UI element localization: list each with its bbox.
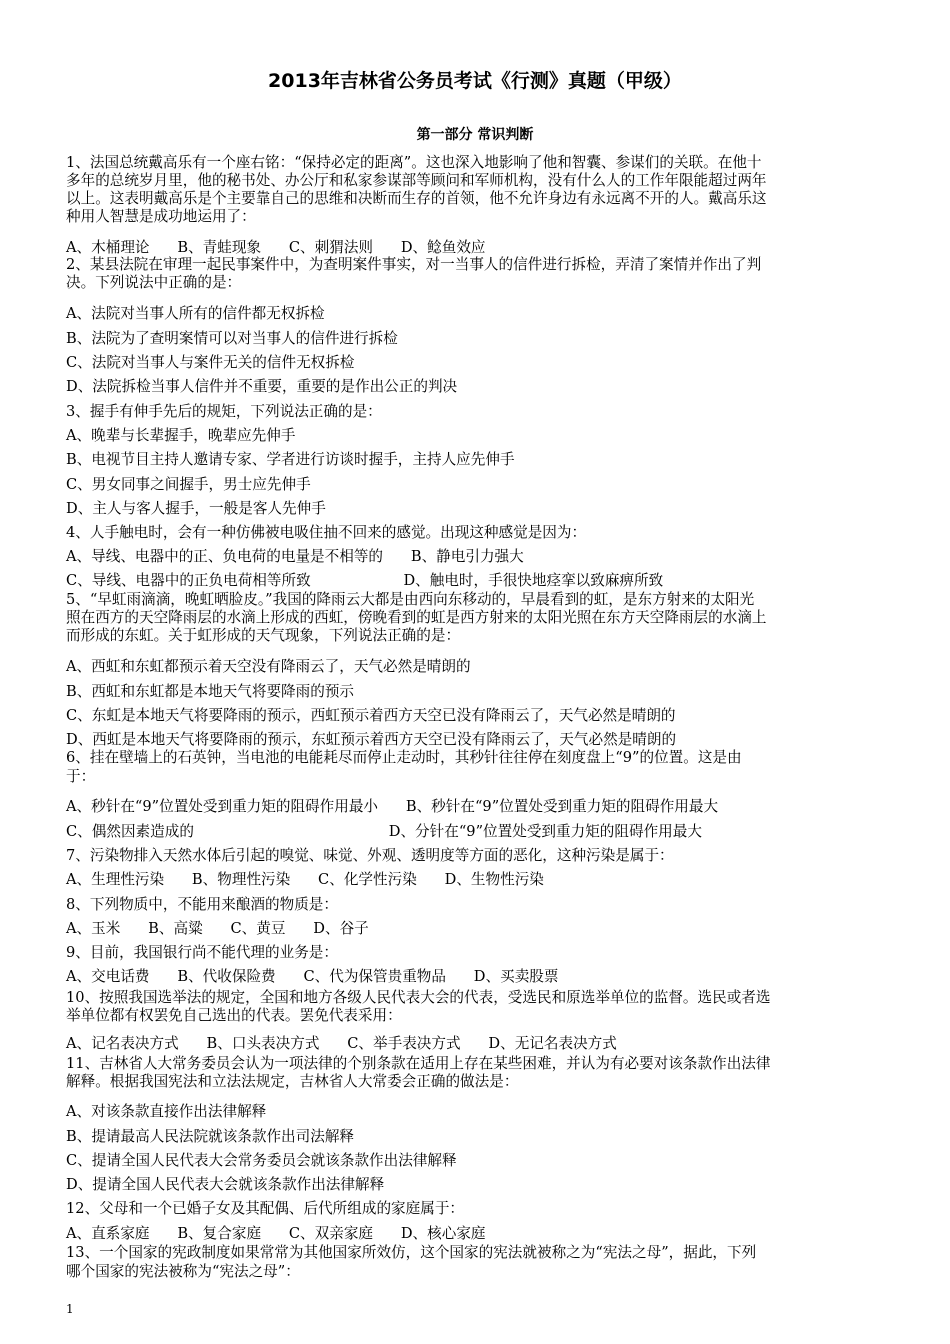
text-line: 4、人手触电时，会有一种仿佛被电吸住抽不回来的感觉。出现这种感觉是因为： xyxy=(66,524,587,541)
text-line: A、交电话费 B、代收保险费 C、代为保管贵重物品 D、买卖股票 xyxy=(66,968,559,985)
text-line: A、玉米 B、高粱 C、黄豆 D、谷子 xyxy=(66,920,369,937)
text-line: A、导线、电器中的正、负电荷的电量是不相等的 B、静电引力强大 xyxy=(66,548,524,565)
text-line: 种用人智慧是成功地运用了： xyxy=(66,208,256,225)
section-heading: 第一部分 常识判断 xyxy=(416,127,534,143)
text-line: A、直系家庭 B、复合家庭 C、双亲家庭 D、核心家庭 xyxy=(66,1225,486,1242)
text-line: C、提请全国人民代表大会常务委员会就该条款作出法律解释 xyxy=(66,1152,457,1169)
text-line: 7、污染物排入天然水体后引起的嗅觉、味觉、外观、透明度等方面的恶化，这种污染是属于： xyxy=(66,847,674,864)
text-line: C、法院对当事人与案件无关的信件无权拆检 xyxy=(66,354,355,371)
text-line: 5、“早虹雨滴滴，晚虹晒脸皮。”我国的降雨云大都是由西向东移动的，早晨看到的虹，是东方射来的太阳光 xyxy=(66,591,755,608)
text-line: A、生理性污染 B、物理性污染 C、化学性污染 D、生物性污染 xyxy=(66,871,544,888)
text-line: 于： xyxy=(66,768,96,785)
page-number: 1 xyxy=(66,1302,74,1316)
text-line: C、男女同事之间握手，男士应先伸手 xyxy=(66,476,311,493)
text-line: 解释。根据我国宪法和立法法规定，吉林省人大常委会正确的做法是： xyxy=(66,1073,519,1090)
text-line: D、法院拆检当事人信件并不重要，重要的是作出公正的判决 xyxy=(66,378,458,395)
text-line: A、法院对当事人所有的信件都无权拆检 xyxy=(66,305,325,322)
text-line: 哪个国家的宪法被称为“宪法之母”： xyxy=(66,1263,300,1280)
text-line: 2、某县法院在审理一起民事案件中，为查明案件事实，对一当事人的信件进行拆检，弄清了案情并作出了判 xyxy=(66,256,762,273)
text-line: B、提请最高人民法院就该条款作出司法解释 xyxy=(66,1128,355,1145)
text-line: A、秒针在“9”位置处受到重力矩的阻碍作用最小 B、秒针在“9”位置处受到重力矩的阻碍作用最大 xyxy=(66,798,719,815)
text-line: 举单位都有权罢免自己选出的代表。罢免代表采用： xyxy=(66,1007,402,1024)
text-line: 照在西方的天空降雨层的水滴上形成的西虹，傍晚看到的虹是西方射来的太阳光照在东方天空降雨层的水滴上 xyxy=(66,609,767,626)
text-line: A、木桶理论 B、青蛙现象 C、刺猬法则 D、鲶鱼效应 xyxy=(66,239,486,256)
text-line: 多年的总统岁月里，他的秘书处、办公厅和私家参谋部等顾问和军师机构，没有什么人的工作年限能超过两年 xyxy=(66,172,767,189)
text-line: A、晚辈与长辈握手，晚辈应先伸手 xyxy=(66,427,296,444)
text-line: A、西虹和东虹都预示着天空没有降雨云了，天气必然是晴朗的 xyxy=(66,658,471,675)
text-line: 而形成的东虹。关于虹形成的天气现象，下列说法正确的是： xyxy=(66,627,461,644)
text-line: C、导线、电器中的正负电荷相等所致 D、触电时，手很快地痉挛以致麻痹所致 xyxy=(66,572,664,589)
text-line: B、法院为了查明案情可以对当事人的信件进行拆检 xyxy=(66,330,398,347)
text-line: 12、父母和一个已婚子女及其配偶、后代所组成的家庭属于： xyxy=(66,1200,465,1217)
text-line: 8、下列物质中，不能用来酿酒的物质是： xyxy=(66,896,338,913)
text-line: D、提请全国人民代表大会就该条款作出法律解释 xyxy=(66,1176,385,1193)
text-line: 决。下列说法中正确的是： xyxy=(66,274,242,291)
text-line: D、主人与客人握手，一般是客人先伸手 xyxy=(66,500,326,517)
document-title: 2013年吉林省公务员考试《行测》真题（甲级） xyxy=(268,70,682,92)
text-line: 6、挂在壁墙上的石英钟，当电池的电能耗尽而停止走动时，其秒针往往停在刻度盘上“9”的位置。这是由 xyxy=(66,749,742,766)
text-line: 11、吉林省人大常务委员会认为一项法律的个别条款在适用上存在某些困难，并认为有必要对该条款作出法律 xyxy=(66,1055,771,1072)
text-line: 9、目前，我国银行尚不能代理的业务是： xyxy=(66,944,338,961)
text-line: 10、按照我国选举法的规定，全国和地方各级人民代表大会的代表，受选民和原选举单位的监督。选民或者选 xyxy=(66,989,771,1006)
text-line: 13、一个国家的宪政制度如果常常为其他国家所效仿，这个国家的宪法就被称之为“宪法之母”，据此，下列 xyxy=(66,1244,757,1261)
text-line: D、西虹是本地天气将要降雨的预示，东虹预示着西方天空已没有降雨云了，天气必然是晴朗的 xyxy=(66,731,677,748)
text-line: C、东虹是本地天气将要降雨的预示，西虹预示着西方天空已没有降雨云了，天气必然是晴朗的 xyxy=(66,707,676,724)
text-line: 1、法国总统戴高乐有一个座右铭：“保持必定的距离”。这也深入地影响了他和智囊、参谋们的关联。在他十 xyxy=(66,154,762,171)
text-line: A、记名表决方式 B、口头表决方式 C、举手表决方式 D、无记名表决方式 xyxy=(66,1035,617,1052)
text-line: A、对该条款直接作出法律解释 xyxy=(66,1103,267,1120)
text-line: 以上。这表明戴高乐是个主要靠自己的思维和决断而生存的首领，他不允许身边有永远离不开的人。戴高乐这 xyxy=(66,190,767,207)
text-line: B、电视节目主持人邀请专家、学者进行访谈时握手，主持人应先伸手 xyxy=(66,451,515,468)
text-line: 3、握手有伸手先后的规矩，下列说法正确的是： xyxy=(66,403,382,420)
text-line: B、西虹和东虹都是本地天气将要降雨的预示 xyxy=(66,683,355,700)
text-line: C、偶然因素造成的 D、分针在“9”位置处受到重力矩的阻碍作用最大 xyxy=(66,823,702,840)
